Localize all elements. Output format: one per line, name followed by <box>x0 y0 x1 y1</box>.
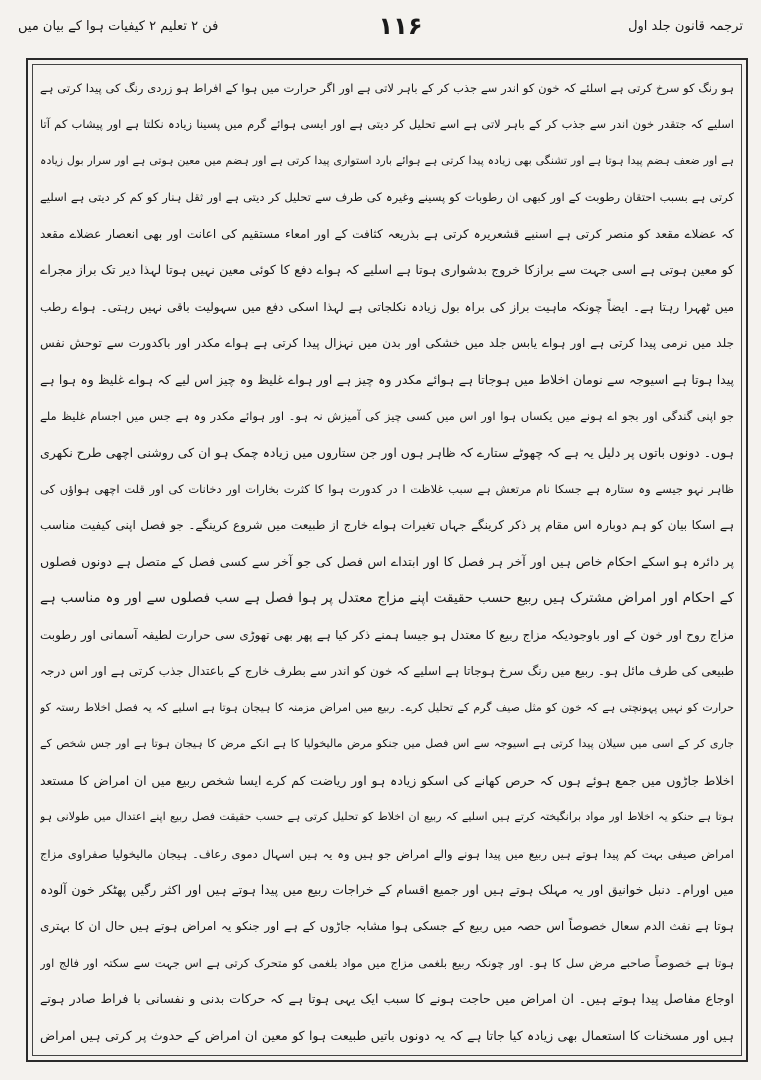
text-line: جاری کر کے اسی میں سیلان پیدا کرتی ہے اسیوجہ سے اس فصل میں جنکو مرض مالیخولیا کا ہے انکے مرض کا ہیجان ہوتا ہے اور جس شخص کے <box>40 737 734 751</box>
text-line: پیدا ہوتا ہے اسیوجہ سے نومان اخلاط میں ہوجاتا ہے ہوائے مکدر وہ چیز ہے اور ہواے غلیظ وہ چیز اس لیے کہ ہواے غلیظ وہ ہوا ہے <box>40 371 734 387</box>
text-line: ہوتا ہے نفث الدم سعال خصوصاً اس حصہ میں ربیع کے جسکی ہوا مشابہ جاڑوں کے ہے اور جنکو یہ امراض ہوتے ہیں حال ان کا بہتری <box>40 919 734 934</box>
text-line: طبیعی کی طرف مائل ہو۔ ربیع میں رنگ سرخ ہوجاتا ہے اسلیے کہ خون کو اندر سے بطرف خارج کے باعتدال جذب کرتی ہے اور اس درجہ <box>40 664 734 679</box>
text-line: اسلیے کہ جتقدر خون اندر سے جذب کر کے باہر لاتی ہے اسے تحلیل کر دیتی ہے اور ایسی ہوائے گرم میں پسینا زیادہ نکلتا ہے اور پیشاب کم آتا <box>40 117 734 132</box>
text-line: ہوں۔ دونوں باتوں پر دلیل یہ ہے کہ چھوٹے ستارے کہ ظاہر ہوں اور جن ستاروں میں زیادہ چمک ہو ان کی روشنی اچھی طرح نکھری <box>40 444 734 460</box>
text-line: جلد میں نرمی پیدا کرتی ہے اور ہواے یابس جلد میں خشکی اور بدن میں نہزال پیدا کرتی ہے ہواے مکدر اور باکدورت سے توحش نفس <box>40 336 734 351</box>
text-line: اوجاع مفاصل پیدا ہوتے ہیں۔ ان امراض میں حاجت ہونے کا سبب ایک یہی ہوتا ہے کہ حرکات بدنی و نفسانی با فراط صادر ہوتے <box>40 991 734 1007</box>
text-line: ہے اور ضعف ہضم پیدا ہوتا ہے اور تشنگی بھی زیادہ پیدا کرتی ہے ہوائے بارد استواری پیدا کرتی ہے اور ہضم میں معین ہوتی ہے اور سرار بول زیادہ <box>40 153 734 167</box>
text-line: امراض صیفی بہت کم پیدا ہوتے ہیں ربیع میں پیدا ہونے والے امراض جو ہیں وہ یہ ہیں اسہال دموی رعاف۔ ہیجان مالیخولیا صفراوی مزاج <box>40 846 734 861</box>
page-number: ۱۱۶ <box>378 12 423 40</box>
text-line: پر دائرہ ہو اسکے احکام خاص ہیں اور آخر ہر فصل کا اور ابتداے اس فصل کی جو آخر سے کسی فصل کے متصل ہے دونوں فصلوں <box>40 553 734 569</box>
text-line: کے احکام اور امراض مشترک ہیں ربیع حسب حقیقت اپنے مزاج معتدل پر ہوا فصل ہے سب فصلوں سے اور وہ مناسب ہے <box>40 590 734 607</box>
text-line: کو معین ہوتی ہے اسی جہت سے برازکا خروج بدشواری ہوتا ہے اسلیے کہ ہواے دفع کا کوئی معین نہیں ہوتا لہذا دیر تک براز مجراے <box>40 262 734 278</box>
text-line: ہیں اور مسخنات کا استعمال بھی زیادہ کیا جاتا ہے کہ یہ دونوں باتیں طبیعت ہوا کو معین ان امراض کے حدوث پر کرتی ہیں امراض <box>40 1027 734 1043</box>
text-line: میں اورام۔ دنبل خوانیق اور یہ مہلک ہوتے ہیں اور جمیع اقسام کے خراجات ربیع میں پیدا ہوتے ہیں اور اکثر رگیں پھٹکر خون آلودہ <box>40 881 734 897</box>
text-line: ہوتا ہے حنکو یہ اخلاط اور مواد برانگیختہ کرتے ہیں اسلیے کہ ربیع ان اخلاط کو تحلیل کرتی ہے حسب حقیقت فصل ربیع اپنے اعتدال میں طولانی ہو <box>40 810 734 824</box>
text-line: مزاج روح اور خون کے اور باوجودیکہ مزاج ربیع کا معتدل ہو جیسا ہمنے ذکر کیا ہے پھر بھی تھوڑی سی حرارت لطیفہ آسمانی اور رطوبت <box>40 627 734 642</box>
text-line: کہ عضلاے مقعد کو منصر کرتی ہے اسنیے قشعریرہ کرتی ہے بذریعہ کثافت کے اور امعاء مستقیم کی اعانت اور بھی انعصار عضلاے مقعد <box>40 226 734 241</box>
book-title: ترجمہ قانون جلد اول <box>628 18 743 34</box>
body-text <box>40 74 734 1050</box>
text-line: میں ٹھہرا رہتا ہے۔ ایضاً چونکہ ماہیت براز کی براہ بول زیادہ نکلجاتی ہے لہذا اسکی دفع میں سہولیت باقی نہیں رہتی۔ ہواے رطب <box>40 299 734 314</box>
text-line: حرارت کو نہیں پہونچتی ہے کہ خون کو مثل صیف گرم کے تحلیل کرے۔ ربیع میں امراض مزمنہ کا ہیجان ہوتا ہے اسلیے کہ یہ فصل اخلاط رستہ کو <box>40 700 734 714</box>
text-line: جو اپنی گندگی اور بجو اے ہونے میں یکساں ہوا اور اس میں کسی چیز کی آمیزش نہ ہو۔ اور ہوائے مکدر وہ ہے جس میں اجسام غلیظ ملے <box>40 409 734 424</box>
text-frame <box>26 58 748 1062</box>
page-header <box>18 6 743 46</box>
text-line: کرتی ہے بسبب احتقان رطوبت کے اور کبھی ان رطوبات کو پسینے وغیرہ کی طرف سے تحلیل کر دیتی ہے اور ثقل ہنار کو کم کر دیتی ہے اسلیے <box>40 190 734 205</box>
chapter-heading: فن ۲ تعلیم ۲ کیفیات ہوا کے بیان میں <box>18 18 219 34</box>
text-line: ہو رنگ کو سرخ کرتی ہے اسلئے کہ خون کو اندر سے جذب کر کے باہر لاتی ہے اور اگر حرارت میں ہوا کے افراط ہو زردی رنگ کی پیدا کرتی ہے <box>40 81 734 95</box>
text-line: ہوتا ہے خصوصاً صاحبے مرض سل کا ہو۔ اور چونکہ ربیع بلغمی مزاج میں مواد بلغمی کو متحرک کرتی ہے اس جہت سے سکتہ اور فالج اور <box>40 955 734 970</box>
text-line: ظاہر نہو جیسے وہ ستارہ ہے جسکا نام مرتعش ہے سبب غلاظت ا در کدورت ہوا کا کثرت بخارات اور دخانات کی اور قلت اچھی ہواؤں کی <box>40 481 734 496</box>
text-line: اخلاط جاڑوں میں جمع ہوئے ہوں کہ حرص کھانے کی اسکو زیادہ ہو اور ریاضت کم کرے ایسا شخص ربیع میں ان امراض کا مستعد <box>40 772 734 788</box>
text-line: ہے اسکا بیان کو ہم دوبارہ اس مقام پر ذکر کرینگے جہاں تغیرات ہواے خارج از طبیعت میں شروع کرینگے۔ جو فصل اپنی کیفیت مناسب <box>40 518 734 533</box>
